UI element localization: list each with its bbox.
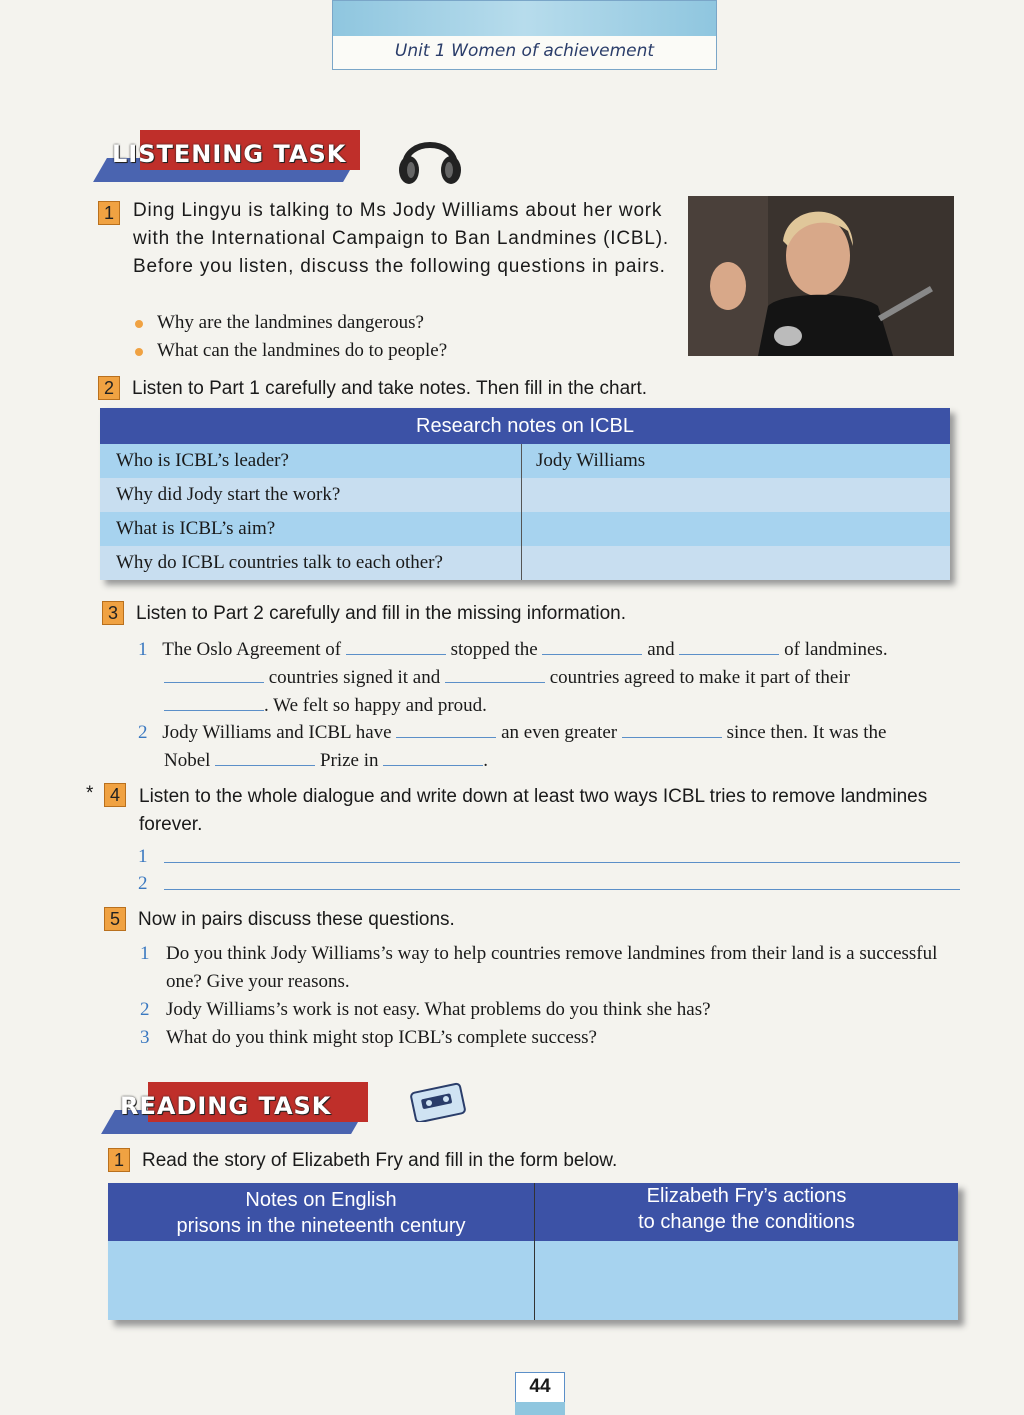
unit-banner: [332, 0, 717, 70]
listening-question-3: [102, 601, 802, 625]
header-line: prisons in the nineteenth century: [176, 1215, 466, 1237]
item-text: since then. It was the: [726, 722, 887, 743]
form-column-header: [108, 1183, 534, 1241]
reading-question-1: [108, 1148, 808, 1172]
table-row: [100, 444, 950, 478]
question-number: 3: [102, 601, 124, 625]
row-question: Why do ICBL countries talk to each other?: [116, 552, 443, 573]
listening-heading-text: LISTENING TASK: [112, 140, 347, 168]
form-answer-cell[interactable]: [108, 1241, 534, 1320]
listening-question-2: [98, 376, 798, 400]
elizabeth-fry-form: [108, 1183, 958, 1320]
header-line: Notes on English: [245, 1189, 397, 1211]
answer-blank[interactable]: [215, 751, 315, 766]
item-text: Prize in: [319, 750, 379, 771]
headphones-icon: [395, 128, 465, 188]
optional-star: *: [86, 783, 94, 804]
answer-blank[interactable]: [164, 668, 264, 683]
write-line[interactable]: [164, 862, 960, 863]
question-3-text: Listen to Part 2 carefully and fill in the missing information.: [136, 603, 627, 624]
listening-question-4: [86, 783, 966, 839]
bullet-item: [135, 312, 424, 334]
answer-blank[interactable]: [383, 751, 483, 766]
item-text: What do you think might stop ICBL’s complete success?: [166, 1027, 597, 1048]
page-number: 44: [515, 1372, 565, 1404]
table-row: [100, 478, 950, 512]
item-number: 2: [140, 999, 150, 1020]
item-text: of landmines.: [784, 639, 888, 660]
form-answer-cell[interactable]: [535, 1241, 958, 1320]
item-text: . We felt so happy and proud.: [264, 695, 487, 716]
item-text: stopped the: [450, 639, 538, 660]
item-text: The Oslo Agreement of: [162, 639, 342, 660]
page-number-tab: [515, 1402, 565, 1415]
fill-in-item-2-line-2: [164, 747, 964, 775]
answer-blank[interactable]: [679, 640, 779, 655]
discussion-item: [140, 940, 966, 996]
answer-line-2: [138, 873, 960, 895]
bullet-text: What can the landmines do to people?: [157, 340, 448, 361]
question-number: 1: [108, 1148, 130, 1172]
jody-williams-photo: [688, 196, 954, 356]
fill-in-item-1-line-2: [164, 664, 964, 692]
question-number: 4: [104, 783, 126, 807]
fill-in-item-1: [138, 636, 968, 664]
item-number: 2: [138, 722, 148, 743]
question-2-text: Listen to Part 1 carefully and take notes. Then fill in the chart.: [132, 378, 648, 399]
line-number: 2: [138, 873, 148, 894]
item-text: Do you think Jody Williams’s way to help countries remove landmines from their land is a successful one? Give your reasons.: [166, 943, 938, 992]
item-text: and: [647, 639, 675, 660]
banner-decoration: [333, 1, 716, 36]
bullet-icon: [135, 320, 143, 328]
item-number: 3: [140, 1027, 150, 1048]
question-number: 5: [104, 907, 126, 931]
reading-task-heading: [108, 1082, 378, 1132]
item-text: an even greater: [501, 722, 618, 743]
form-column-header: [535, 1183, 958, 1241]
item-text: Nobel: [164, 750, 211, 771]
answer-blank[interactable]: [164, 696, 264, 711]
bullet-icon: [135, 348, 143, 356]
question-number: 2: [98, 376, 120, 400]
item-text: countries signed it and: [268, 667, 441, 688]
listening-question-1: [98, 197, 678, 281]
listening-question-5: [104, 907, 804, 931]
item-number: 1: [140, 943, 150, 964]
line-number: 1: [138, 846, 148, 867]
item-text: countries agreed to make it part of their: [549, 667, 850, 688]
question-1-text: Ding Lingyu is talking to Ms Jody Williams about her work with the International Campaign to Ban Landmines (ICBL). Before you listen, discuss the following questions in pairs.: [133, 200, 669, 277]
question-number: 1: [98, 201, 120, 225]
answer-blank[interactable]: [396, 723, 496, 738]
row-question: Who is ICBL’s leader?: [116, 450, 289, 471]
reading-question-1-text: Read the story of Elizabeth Fry and fill in the form below.: [142, 1150, 618, 1171]
item-number: 1: [138, 639, 148, 660]
row-answer: Jody Williams: [536, 450, 646, 471]
fill-in-item-2: [138, 719, 968, 747]
item-text: Jody Williams’s work is not easy. What problems do you think she has?: [166, 999, 711, 1020]
question-4-text: Listen to the whole dialogue and write down at least two ways ICBL tries to remove landmines forever.: [139, 786, 928, 835]
answer-blank[interactable]: [622, 723, 722, 738]
table-title: Research notes on ICBL: [100, 408, 950, 444]
research-notes-table: [100, 408, 950, 580]
table-divider: [521, 444, 522, 580]
question-5-text: Now in pairs discuss these questions.: [138, 909, 455, 930]
item-text: .: [483, 750, 489, 771]
table-row: [100, 546, 950, 580]
bullet-text: Why are the landmines dangerous?: [157, 312, 424, 333]
item-text: Jody Williams and ICBL have: [162, 722, 392, 743]
header-line: to change the conditions: [638, 1211, 855, 1233]
bullet-item: [135, 340, 447, 362]
answer-blank[interactable]: [346, 640, 446, 655]
row-question: Why did Jody start the work?: [116, 484, 341, 505]
table-row: [100, 512, 950, 546]
reading-heading-text: READING TASK: [120, 1092, 332, 1120]
row-question: What is ICBL’s aim?: [116, 518, 276, 539]
listening-task-heading: [100, 130, 370, 180]
header-line: Elizabeth Fry’s actions: [646, 1185, 847, 1207]
answer-blank[interactable]: [542, 640, 642, 655]
fill-in-item-1-line-3: [164, 692, 964, 720]
discussion-item: [140, 996, 966, 1024]
discussion-item: [140, 1024, 966, 1052]
answer-blank[interactable]: [445, 668, 545, 683]
unit-title: Unit 1 Women of achievement: [394, 41, 655, 61]
cassette-icon: [410, 1082, 468, 1122]
form-divider: [534, 1183, 535, 1320]
write-line[interactable]: [164, 889, 960, 890]
answer-line-1: [138, 846, 960, 868]
